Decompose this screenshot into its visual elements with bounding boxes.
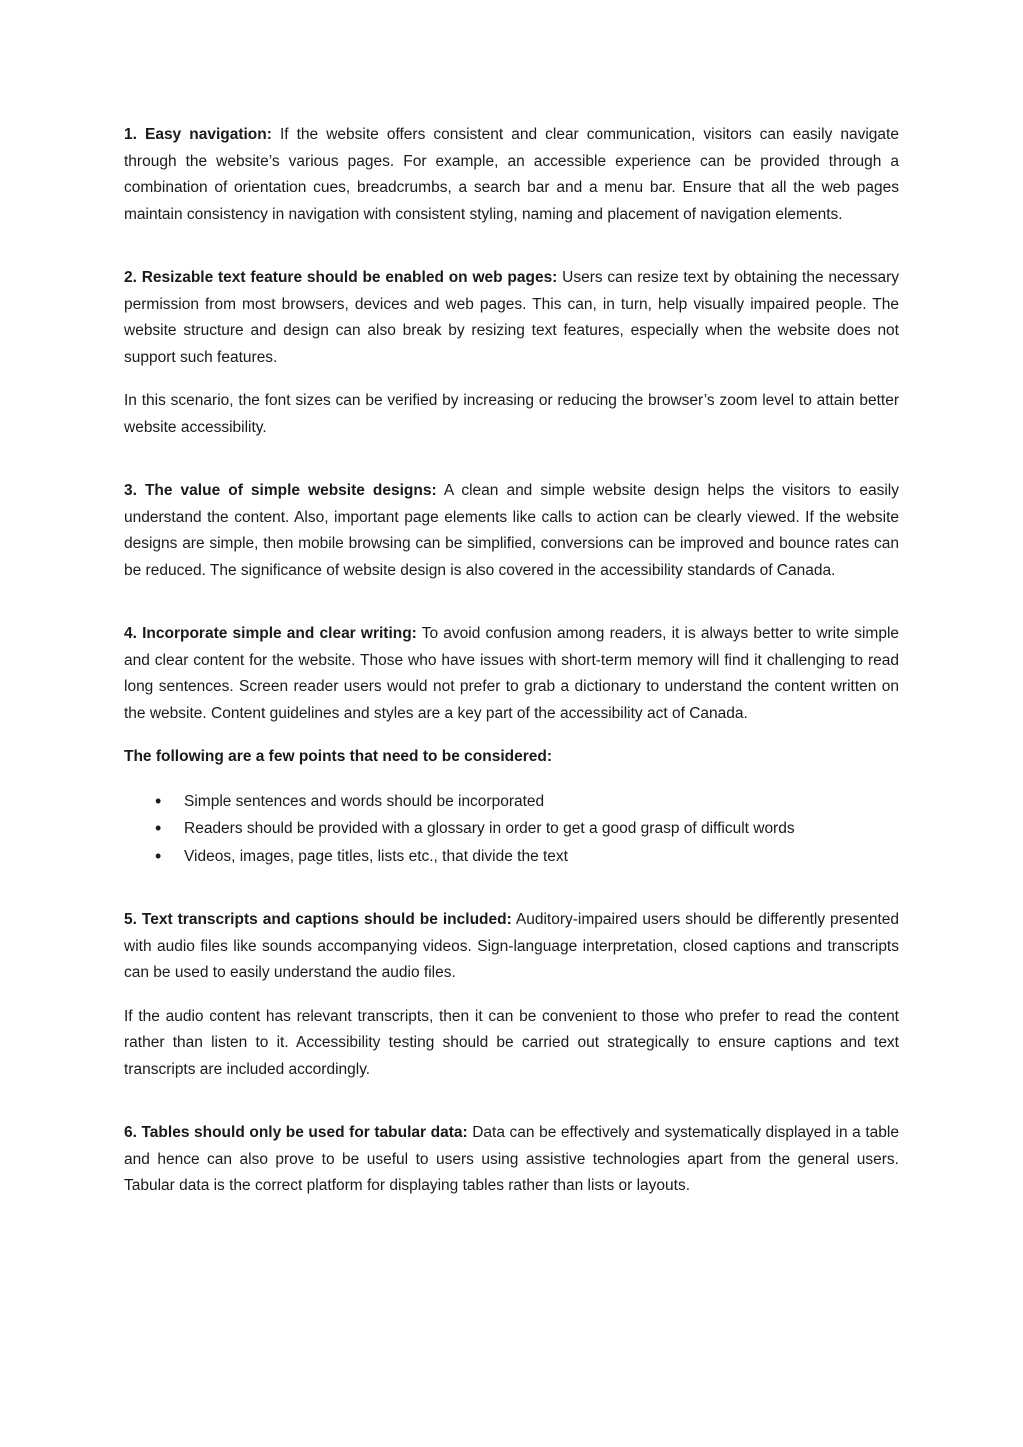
section-4-paragraph [124, 621, 899, 727]
section-4-subheading [124, 744, 899, 771]
list-item: • Simple sentences and words should be incorporated [124, 788, 899, 816]
section-3-paragraph [124, 478, 899, 584]
section-2-paragraph [124, 265, 899, 371]
document-body [124, 122, 899, 1200]
section-4-text: To avoid confusion among readers, it is always better to write simple and clear content for the website. Those who have issues with short-term memory will find it challenging to read long sentences. Screen reader users would not prefer to grab a dictionary to understand the content written on the website. Content guidelines and styles are a key part of the accessibility act of Canada. [124, 625, 900, 722]
section-5-text: Auditory-impaired users should be differently presented with audio files like sounds accompanying videos. Sign-language interpretation, closed captions and transcripts can be used to easily understand the audio files. [124, 911, 899, 981]
section-3-heading: 3. The value of simple website designs: [124, 482, 437, 499]
section-2-heading: 2. Resizable text feature should be enabled on web pages: [124, 269, 558, 286]
section-2-paragraph-2: In this scenario, the font sizes can be verified by increasing or reducing the browser’s zoom level to attain better website accessibility. [124, 392, 899, 436]
considerations-heading: The following are a few points that need to be considered: [124, 748, 553, 765]
section-1-text: If the website offers consistent and clear communication, visitors can easily navigate through the website’s various pages. For example, an accessible experience can be provided through a combination of orientation cues, breadcrumbs, a search bar and a menu bar. Ensure that all the web pages maintain consistency in navigation with consistent styling, naming and placement of navigation elements. [124, 126, 899, 223]
section-1-paragraph [124, 122, 899, 228]
section-6-paragraph [124, 1120, 899, 1200]
list-item: • Readers should be provided with a glossary in order to get a good grasp of difficult words [124, 815, 899, 843]
section-2-text: Users can resize text by obtaining the necessary permission from most browsers, devices and web pages. This can, in turn, help visually impaired people. The website structure and design can also break by resizing text features, especially when the website does not support such features. [124, 269, 900, 366]
section-4-heading: 4. Incorporate simple and clear writing: [124, 625, 417, 642]
section-1-heading: 1. Easy navigation: [124, 126, 272, 143]
section-6-text: Data can be effectively and systematically displayed in a table and hence can also prove to be useful to users using assistive technologies apart from the general users. Tabular data is the correct platform for displaying tables rather than lists or layouts. [124, 1124, 899, 1194]
considerations-list [124, 788, 899, 871]
section-5-paragraph [124, 907, 899, 987]
section-3-text: A clean and simple website design helps the visitors to easily understand the content. Also, important page elements like calls to action can be clearly viewed. If the website designs are simple, then mobile browsing can be simplified, conversions can be improved and bounce rates can be reduced. The significance of website design is also covered in the accessibility standards of Canada. [124, 482, 899, 579]
list-item: • Videos, images, page titles, lists etc., that divide the text [124, 843, 899, 871]
section-6-heading: 6. Tables should only be used for tabular data: [124, 1124, 468, 1141]
section-5-heading: 5. Text transcripts and captions should be included: [124, 911, 512, 928]
section-5-paragraph-2: If the audio content has relevant transcripts, then it can be convenient to those who prefer to read the content rather than listen to it. Accessibility testing should be carried out strategically to ensure captions and text transcripts are included accordingly. [124, 1007, 899, 1078]
